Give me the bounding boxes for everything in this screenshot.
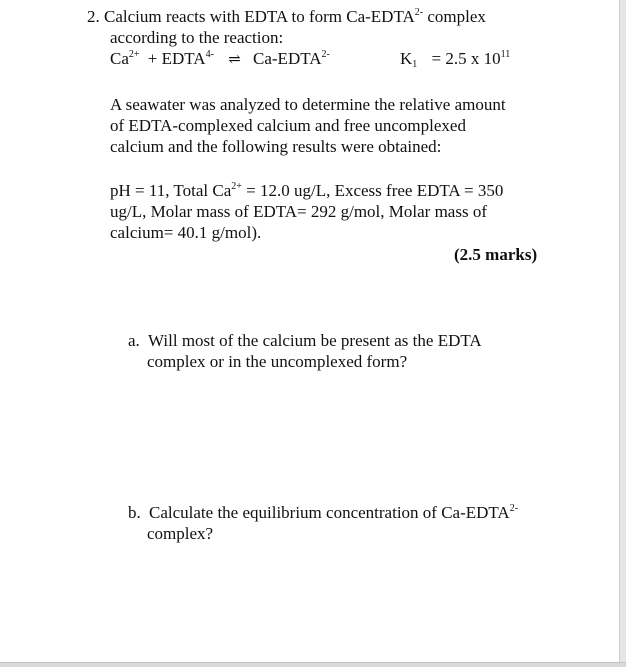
part-a-label: a. — [128, 331, 140, 350]
question-number: 2. — [87, 7, 100, 26]
paragraph-line: A seawater was analyzed to determine the relative amount — [110, 95, 506, 114]
part-b-line2: complex? — [147, 524, 214, 543]
part-b-label: b. — [128, 503, 141, 522]
part-a-line2: complex or in the uncomplexed form? — [147, 352, 408, 371]
reaction-equation: $Ca^{2+}$ + $EDTA^{4-}$ ⇌ $Ca-EDTA^{2-}$ — [110, 48, 330, 71]
marks-label: (2.5 marks) — [454, 245, 538, 264]
question-intro-line2: according to the reaction: — [110, 28, 284, 47]
equilibrium-constant: $K_1 = 2.5$ x $10^{11}$ — [400, 49, 511, 70]
part-b-line1: b. Calculate the equilibrium concentration of $Ca-EDTA^{2-}$ — [128, 503, 519, 522]
page-right-edge — [619, 0, 626, 667]
part-a-line1: a. Will most of the calcium be present as the EDTA — [128, 331, 482, 350]
data-line: calcium= 40.1 g/mol). — [110, 223, 262, 242]
page-bottom-edge — [0, 662, 626, 667]
equilibrium-arrow-icon: ⇌ — [228, 52, 241, 68]
question-intro-line1: 2. Calcium reacts with EDTA to form $Ca-EDTA^{2-}$ complex — [87, 7, 486, 26]
data-line: pH = 11, Total $Ca^{2+} = 12.0$ ug/L, Excess free EDTA = 350 — [110, 181, 504, 200]
paragraph-line: calcium and the following results were obtained: — [110, 137, 442, 156]
data-line: ug/L, Molar mass of EDTA= 292 g/mol, Molar mass of — [110, 202, 487, 221]
paragraph-line: of EDTA-complexed calcium and free uncomplexed — [110, 116, 466, 135]
